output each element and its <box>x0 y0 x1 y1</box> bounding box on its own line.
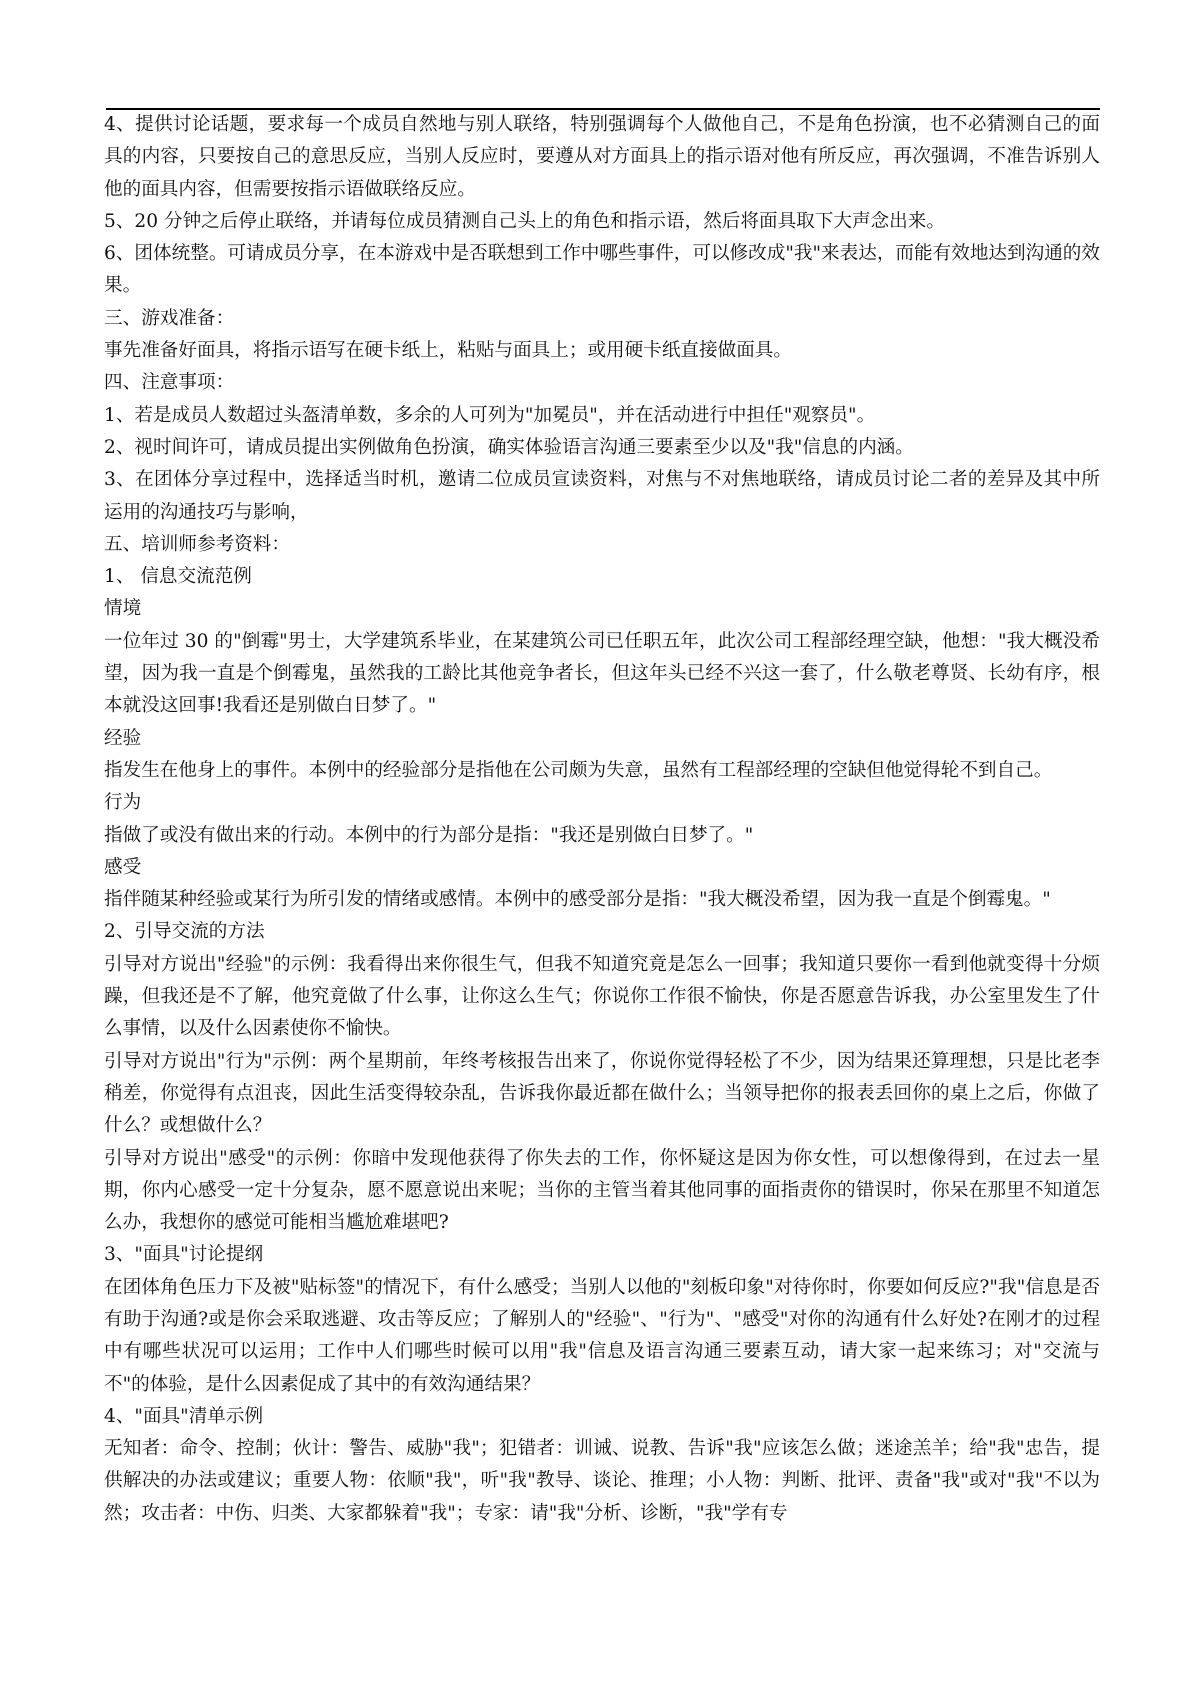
document-body <box>104 109 1100 1530</box>
paragraph: 指做了或没有做出来的行动。本例中的行为部分是指："我还是别做白日梦了。" <box>104 824 754 846</box>
subsection-heading: 4、"面具"清单示例 <box>104 1405 264 1427</box>
paragraph: 指发生在他身上的事件。本例中的经验部分是指他在公司颇为失意，虽然有工程部经理的空缺但他觉得轮不到自己。 <box>104 759 1053 781</box>
term-heading: 行为 <box>104 792 142 814</box>
paragraph: 5、20 分钟之后停止联络，并请每位成员猜测自己头上的角色和指示语，然后将面具取下大声念出来。 <box>104 210 945 232</box>
paragraph: 事先准备好面具，将指示语写在硬卡纸上，粘贴与面具上；或用硬卡纸直接做面具。 <box>104 340 792 362</box>
paragraph: 指伴随某种经验或某行为所引发的情绪或感情。本例中的感受部分是指："我大概没希望，因为我一直是个倒霉鬼。" <box>104 889 1051 911</box>
term-heading: 感受 <box>104 856 142 878</box>
paragraph: 3、在团体分享过程中，选择适当时机，邀请二位成员宣读资料，对焦与不对焦地联络，请成员讨论二者的差异及其中所运用的沟通技巧与影响， <box>104 469 1100 523</box>
paragraph: 引导对方说出"经验"的示例：我看得出来你很生气，但我不知道究竟是怎么一回事；我知道只要你一看到他就变得十分烦躁，但我还是不了解，他究竟做了什么事，让你这么生气；你说你工作很不愉快，你是否愿意告诉我，办公室里发生了什么事情，以及什么因素使你不愉快。 <box>104 953 1100 1040</box>
paragraph: 2、视时间许可，请成员提出实例做角色扮演，确实体验语言沟通三要素至少以及"我"信息的内涵。 <box>104 436 914 458</box>
paragraph: 无知者：命令、控制；伙计：警告、威胁"我"；犯错者：训诫、说教、告诉"我"应该怎么做；迷途羔羊；给"我"忠告，提供解决的办法或建议；重要人物：依顺"我"，听"我"教导、谈论、推理；小人物：判断、批评、责备"我"或对"我"不以为然；攻击者：中伤、归类、大家都躲着"我"；专家：请"我"分析、诊断，"我"学有专 <box>104 1438 1100 1524</box>
paragraph: 在团体角色压力下及被"贴标签"的情况下，有什么感受；当别人以他的"刻板印象"对待你时，你要如何反应?"我"信息是否有助于沟通?或是你会采取逃避、攻击等反应；了解别人的"经验"、"行为"、"感受"对你的沟通有什么好处?在刚才的过程中有哪些状况可以运用；工作中人们哪些时候可以用"我"信息及语言沟通三要素互动，请大家一起来练习；对"交流与不"的体验，是什么因素促成了其中的有效沟通结果？ <box>104 1276 1100 1395</box>
section-heading: 五、培训师参考资料： <box>104 533 290 555</box>
paragraph: 4、提供讨论话题，要求每一个成员自然地与别人联络，特别强调每个人做他自己，不是角色扮演，也不必猜测自己的面具的内容，只要按自己的意思反应，当别人反应时，要遵从对方面具上的指示语对他有所反应，再次强调，不准告诉别人他的面具内容，但需要按指示语做联络反应。 <box>104 114 1100 200</box>
paragraph: 引导对方说出"感受"的示例：你暗中发现他获得了你失去的工作，你怀疑这是因为你女性，可以想像得到，在过去一星期，你内心感受一定十分复杂，愿不愿意说出来呢；当你的主管当着其他同事的面指责你的错误时，你呆在那里不知道怎么办，我想你的感觉可能相当尴尬难堪吧? <box>104 1147 1100 1234</box>
subsection-heading: 1、 信息交流范例 <box>104 566 252 588</box>
term-heading: 情境 <box>104 598 142 620</box>
term-heading: 经验 <box>104 727 142 749</box>
section-heading: 三、游戏准备： <box>104 307 235 329</box>
subsection-heading: 2、引导交流的方法 <box>104 921 265 943</box>
paragraph: 1、若是成员人数超过头盔清单数，多余的人可列为"加冕员"，并在活动进行中担任"观察员"。 <box>104 404 876 426</box>
paragraph: 引导对方说出"行为"示例：两个星期前，年终考核报告出来了，你说你觉得轻松了不少，因为结果还算理想，只是比老李稍差，你觉得有点沮丧，因此生活变得较杂乱，告诉我你最近都在做什么；当领导把你的报表丢回你的桌上之后，你做了什么？或想做什么？ <box>104 1050 1100 1137</box>
section-heading: 四、注意事项： <box>104 372 235 394</box>
paragraph: 一位年过 30 的"倒霉"男士，大学建筑系毕业，在某建筑公司已任职五年，此次公司工程部经理空缺，他想："我大概没希望，因为我一直是个倒霉鬼，虽然我的工龄比其他竞争者长，但这年头已经不兴这一套了，什么敬老尊贤、长幼有序，根本就没这回事!我看还是别做白日梦了。" <box>104 630 1100 717</box>
paragraph: 6、团体统整。可请成员分享，在本游戏中是否联想到工作中哪些事件，可以修改成"我"来表达，而能有效地达到沟通的效果。 <box>104 243 1100 297</box>
subsection-heading: 3、"面具"讨论提纲 <box>104 1244 264 1266</box>
